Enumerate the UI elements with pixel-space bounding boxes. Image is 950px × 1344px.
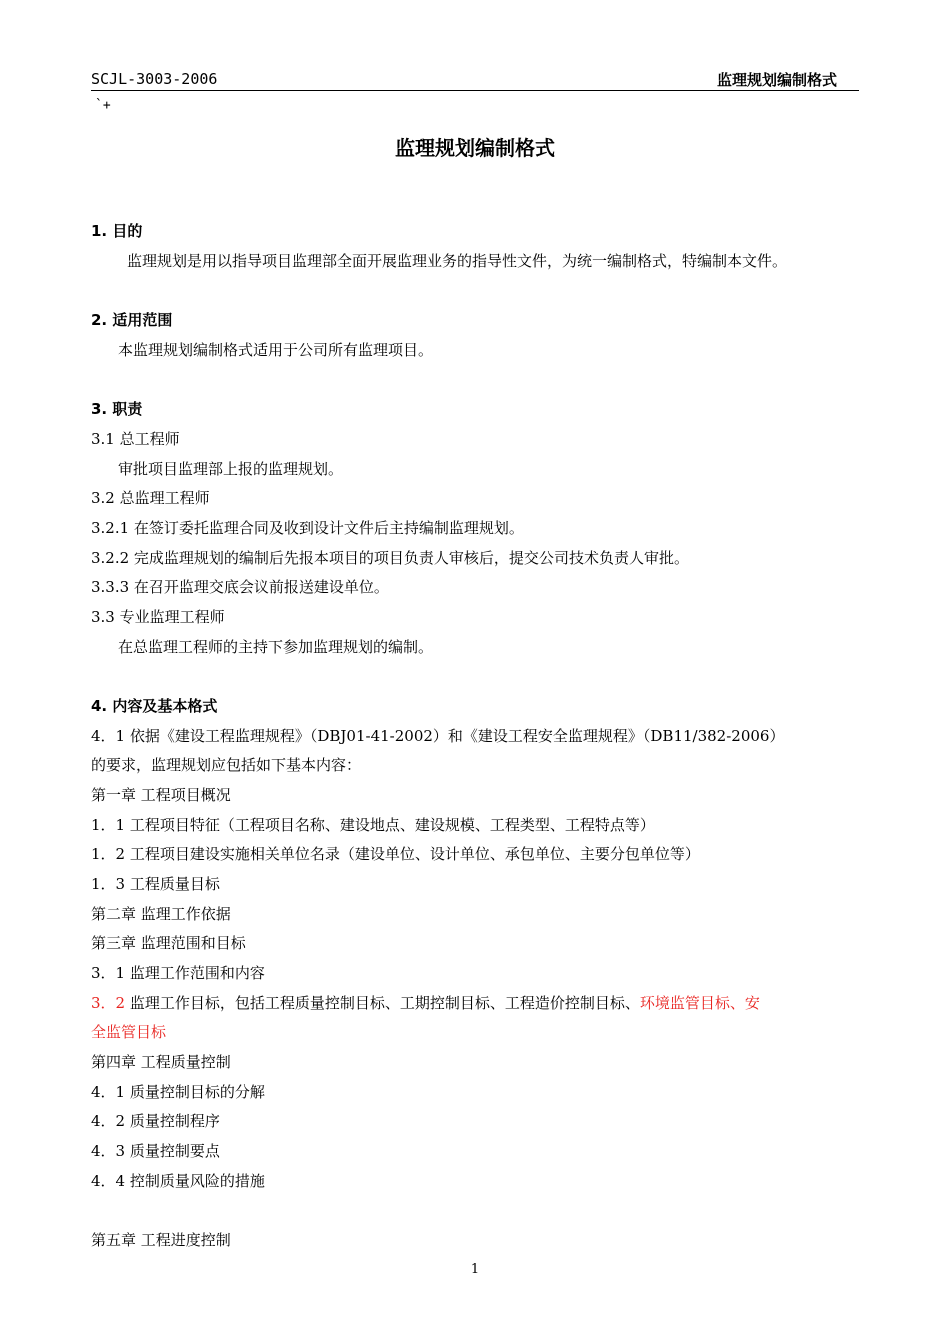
- item-3-3: 3.3 专业监理工程师: [91, 608, 225, 626]
- chapter-4-item-4: 4．4 控制质量风险的措施: [91, 1172, 265, 1190]
- section-1-body: 监理规划是用以指导项目监理部全面开展监理业务的指导性文件，为统一编制格式，特编制本文件。: [127, 252, 788, 270]
- item-3-1: 3.1 总工程师: [91, 430, 180, 448]
- chapter-1-item-2: 1．2 工程项目建设实施相关单位名录（建设单位、设计单位、承包单位、主要分包单位等）: [91, 845, 700, 863]
- item-3-3-3: 3.3.3 在召开监理交底会议前报送建设单位。: [91, 578, 389, 596]
- item-4-1-line1: 4．1 依据《建设工程监理规程》（DBJ01-41-2002）和《建设工程安全监理规程》（DB11/382-2006）: [91, 727, 785, 745]
- item-3-2-1: 3.2.1 在签订委托监理合同及收到设计文件后主持编制监理规划。: [91, 519, 524, 537]
- section-2-body: 本监理规划编制格式适用于公司所有监理项目。: [118, 341, 434, 359]
- chapter-3-item-1: 3．1 监理工作范围和内容: [91, 964, 265, 982]
- chapter-2: 第二章 监理工作依据: [91, 905, 231, 923]
- item-4-1-line2: 的要求，监理规划应包括如下基本内容：: [91, 756, 362, 774]
- item-3-1-body: 审批项目监理部上报的监理规划。: [118, 460, 344, 478]
- page-number: 1: [470, 1262, 480, 1277]
- section-1-heading: 1. 目的: [91, 222, 143, 240]
- document-title: 监理规划编制格式: [395, 136, 555, 160]
- item-3-2-2: 3.2.2 完成监理规划的编制后先报本项目的项目负责人审核后，提交公司技术负责人审批。: [91, 549, 689, 567]
- chapter-1-item-3: 1．3 工程质量目标: [91, 875, 220, 893]
- stray-mark: `+: [95, 98, 111, 113]
- chapter-3-item-2-continued: 全监管目标: [91, 1023, 167, 1041]
- chapter-3: 第三章 监理范围和目标: [91, 934, 246, 952]
- chapter-4-item-1: 4．1 质量控制目标的分解: [91, 1083, 265, 1101]
- header-title: 监理规划编制格式: [716, 71, 837, 89]
- section-4-heading: 4. 内容及基本格式: [91, 697, 218, 715]
- chapter-4-item-2: 4．2 质量控制程序: [91, 1112, 220, 1130]
- item-3-2: 3.2 总监理工程师: [91, 489, 210, 507]
- section-2-heading: 2. 适用范围: [91, 311, 173, 329]
- document-code: SCJL-3003-2006: [91, 70, 218, 88]
- chapter-5: 第五章 工程进度控制: [91, 1231, 231, 1249]
- chapter-3-item-2-number: 3．2: [91, 994, 126, 1012]
- chapter-3-item-2-text: 监理工作目标，包括工程质量控制目标、工期控制目标、工程造价控制目标、: [125, 994, 640, 1012]
- section-3-heading: 3. 职责: [91, 400, 143, 418]
- chapter-4-item-3: 4．3 质量控制要点: [91, 1142, 220, 1160]
- page-header: [91, 68, 859, 91]
- chapter-3-item-2-highlight: 环境监管目标、安: [639, 994, 760, 1012]
- chapter-3-item-2: [91, 993, 760, 1013]
- chapter-1-item-1: 1．1 工程项目特征（工程项目名称、建设地点、建设规模、工程类型、工程特点等）: [91, 816, 655, 834]
- chapter-4: 第四章 工程质量控制: [91, 1053, 231, 1071]
- chapter-1: 第一章 工程项目概况: [91, 786, 231, 804]
- item-3-3-body: 在总监理工程师的主持下参加监理规划的编制。: [118, 638, 434, 656]
